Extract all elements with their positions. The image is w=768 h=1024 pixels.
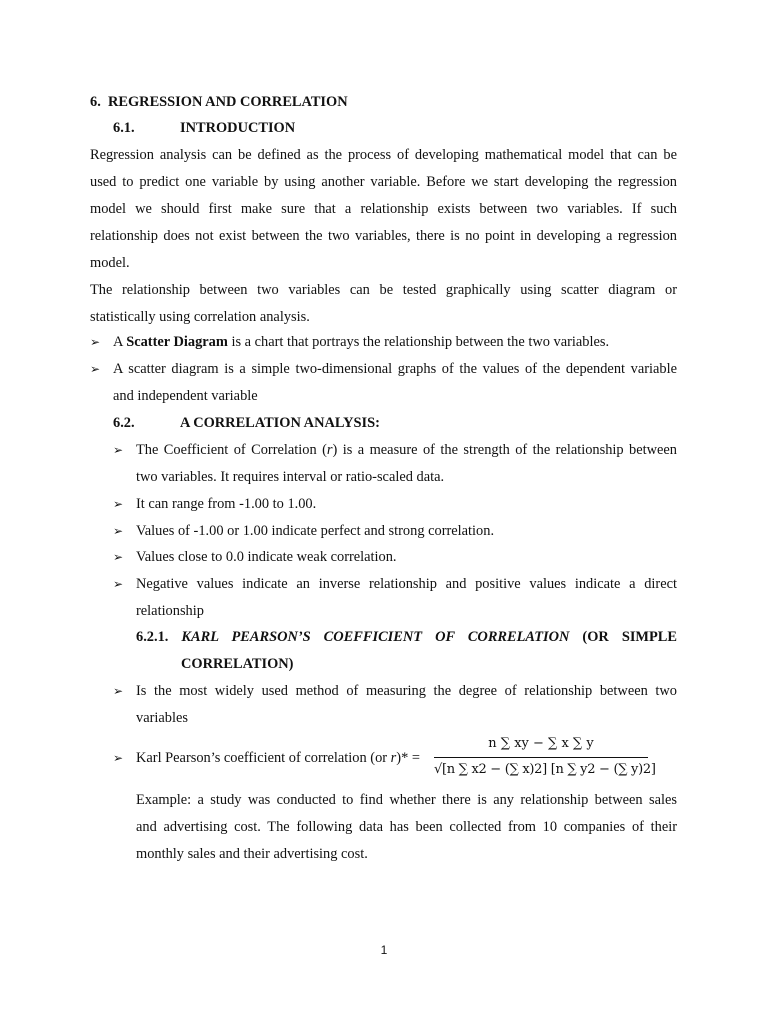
arrowhead-bullet-icon: ➢ — [113, 443, 124, 457]
bullet-item-line: two variables. It requires interval or ratio-scaled data. — [136, 469, 445, 485]
subsection-title: A CORRELATION ANALYSIS: — [180, 415, 380, 431]
paragraph-line: model. — [90, 255, 130, 271]
arrowhead-bullet-icon: ➢ — [113, 524, 124, 538]
variable-r: r — [326, 442, 333, 458]
subsection-number: 6.2. — [113, 415, 135, 431]
example-line: Example: a study was conducted to find whether there is any relationship between sales — [136, 792, 677, 808]
formula-label-text: )* = — [396, 750, 420, 766]
subsubsection-title-italic: KARL PEARSON’S COEFFICIENT OF CORRELATION — [181, 629, 570, 645]
subsection-heading-correlation — [113, 410, 380, 437]
section-number: 6. — [90, 94, 101, 110]
arrowhead-bullet-icon: ➢ — [113, 684, 124, 698]
subsubsection-number: 6.2.1. — [136, 629, 169, 645]
formula-denominator: √[n ∑ x2 − (∑ x)2] [n ∑ y2 − (∑ y)2] — [434, 762, 656, 777]
formula-label-text: Karl Pearson’s coefficient of correlation (or — [136, 750, 391, 766]
subsection-number: 6.1. — [113, 120, 135, 136]
bullet-item-line: A scatter diagram is a simple two-dimensional graphs of the values of the dependent variable — [113, 361, 677, 377]
formula-numerator: n ∑ xy − ∑ x ∑ y — [488, 736, 594, 751]
paragraph-line: relationship does not exist between the two variables, there is no point in developing a regression — [90, 228, 677, 244]
arrowhead-bullet-icon: ➢ — [113, 550, 124, 564]
paragraph-line: used to predict one variable by using another variable. Before we start developing the regression — [90, 174, 677, 190]
page-number: 1 — [380, 943, 388, 957]
bullet-text: A — [113, 334, 127, 350]
paragraph-line: The relationship between two variables can be tested graphically using scatter diagram or — [90, 282, 677, 298]
arrowhead-bullet-icon: ➢ — [113, 577, 124, 591]
bullet-text: The Coefficient of Correlation ( — [136, 442, 327, 458]
bullet-bold-term: Scatter Diagram — [126, 334, 228, 350]
paragraph-line: model we should first make sure that a relationship exists between two variables. If such — [90, 201, 677, 217]
bullet-item-line: Negative values indicate an inverse relationship and positive values indicate a direct — [136, 576, 677, 592]
bullet-item: Values close to 0.0 indicate weak correlation. — [136, 549, 397, 565]
bullet-text: is a chart that portrays the relationship between the two variables. — [227, 334, 610, 350]
bullet-item-line: and independent variable — [113, 388, 258, 404]
arrowhead-bullet-icon: ➢ — [90, 335, 101, 349]
bullet-item-line — [136, 437, 677, 464]
pearson-formula — [434, 733, 656, 783]
formula-label — [136, 745, 420, 772]
example-line: and advertising cost. The following data has been collected from 10 companies of their — [136, 819, 677, 835]
arrowhead-bullet-icon: ➢ — [113, 751, 124, 765]
subsubsection-title-line2: CORRELATION) — [181, 656, 294, 672]
variable-r: r — [390, 750, 397, 766]
section-heading — [90, 89, 348, 116]
subsubsection-title-rest: (OR SIMPLE — [582, 629, 677, 645]
bullet-item — [113, 329, 609, 356]
bullet-item: Values of -1.00 or 1.00 indicate perfect and strong correlation. — [136, 523, 495, 539]
arrowhead-bullet-icon: ➢ — [90, 362, 101, 376]
fraction-bar — [434, 757, 648, 758]
subsection-heading-intro — [113, 115, 295, 142]
bullet-text: ) is a measure of the strength of the relationship between — [332, 442, 677, 458]
subsection-title: INTRODUCTION — [180, 120, 296, 136]
arrowhead-bullet-icon: ➢ — [113, 497, 124, 511]
section-title: REGRESSION AND CORRELATION — [108, 94, 348, 110]
bullet-item-line: relationship — [136, 603, 204, 619]
bullet-item-line: variables — [136, 710, 188, 726]
bullet-item-line: Is the most widely used method of measuring the degree of relationship between two — [136, 683, 677, 699]
subsubsection-heading-karl — [136, 624, 677, 651]
paragraph-line: Regression analysis can be defined as the process of developing mathematical model that can be — [90, 147, 677, 163]
paragraph-line: statistically using correlation analysis. — [90, 309, 310, 325]
bullet-item: It can range from -1.00 to 1.00. — [136, 496, 317, 512]
example-line: monthly sales and their advertising cost. — [136, 846, 368, 862]
